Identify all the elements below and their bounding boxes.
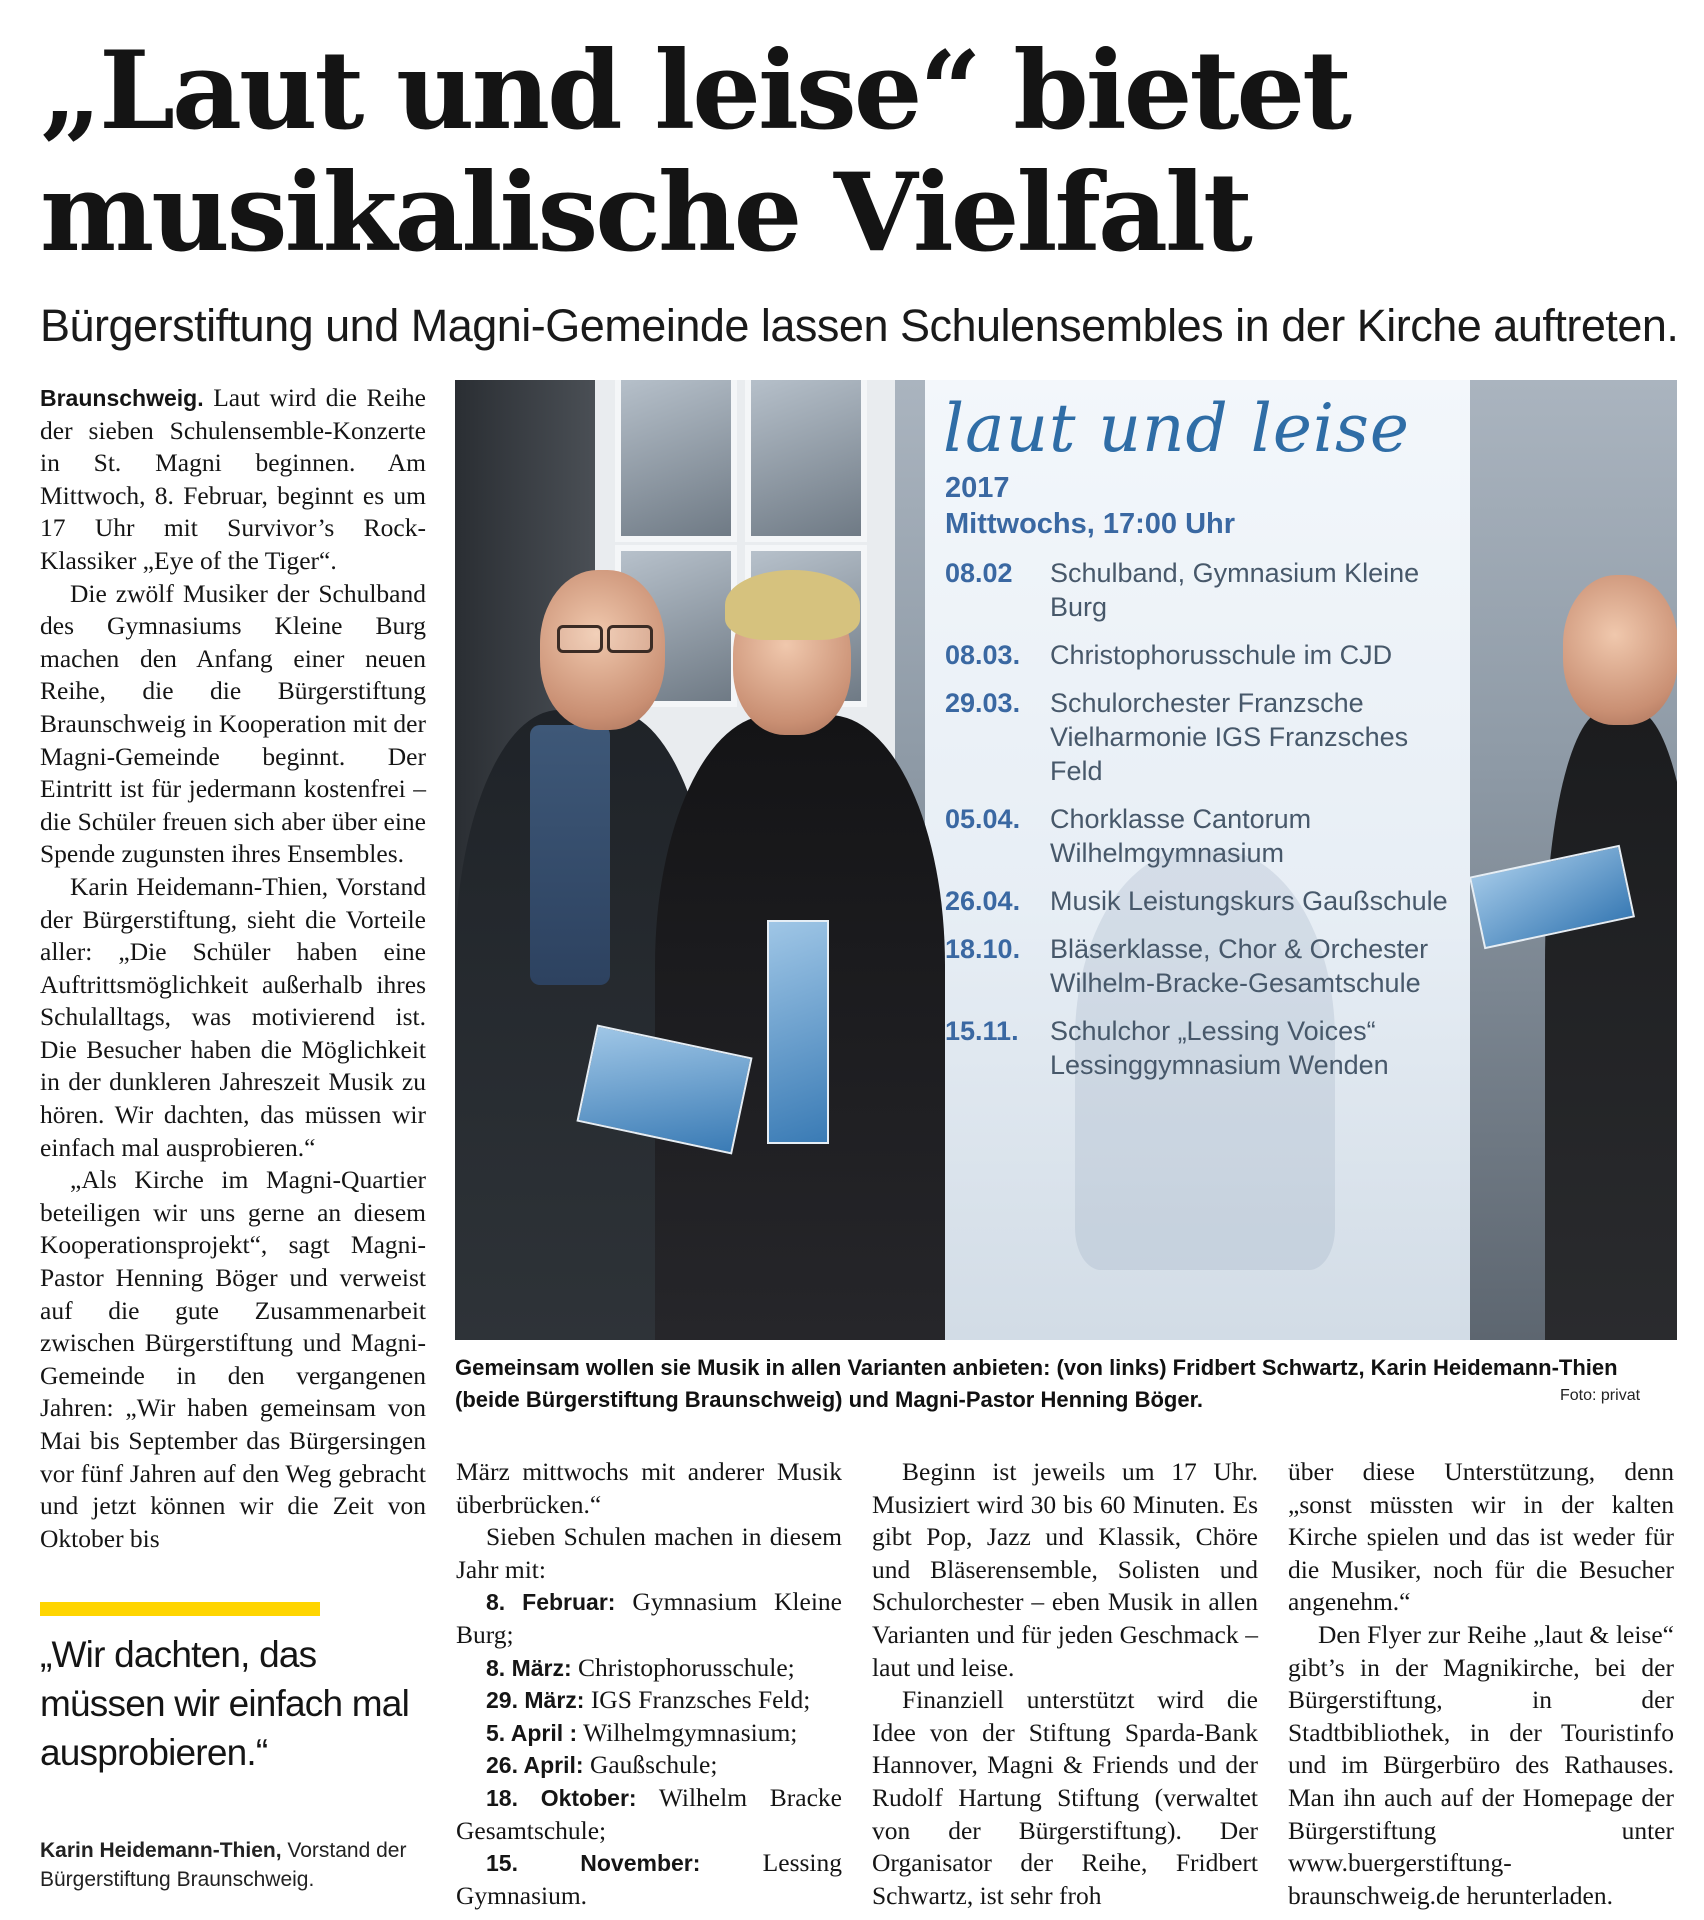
banner-entry: 08.03. Christophorusschule im CJD bbox=[945, 640, 1393, 670]
banner-schedule bbox=[945, 556, 1465, 1096]
pullquote-accent-bar bbox=[40, 1602, 320, 1616]
article-column-4 bbox=[1288, 1456, 1674, 1912]
banner-entry: 05.04. Chorklasse Cantorum Wilhelmgymnasium bbox=[945, 804, 1312, 868]
pullquote: „Wir dachten, das müssen wir einfach mal ausprobieren.“ bbox=[40, 1634, 409, 1773]
schedule-item: 18. Oktober: Wilhelm Bracke Gesamtschule; bbox=[456, 1782, 842, 1845]
event-banner bbox=[925, 380, 1470, 1340]
article-paragraph: Finanziell unterstützt wird die Idee von der Stiftung Sparda-Bank Hannover, Magni & Friends und der Rudolf Hartung Stiftung (verwaltet von der Bürgerstiftung). Der Organisator der Reihe, Fridbert Schwartz, ist sehr froh bbox=[872, 1685, 1258, 1910]
dateline: Braunschweig. bbox=[40, 385, 204, 411]
article-column-3 bbox=[872, 1456, 1258, 1912]
schedule-item: 29. März: IGS Franzsches Feld; bbox=[486, 1685, 811, 1715]
article-column-2 bbox=[456, 1456, 842, 1912]
banner-entry: 18.10. Bläserklasse, Chor & Orchester Wilhelm-Bracke-Gesamtschule bbox=[945, 934, 1429, 998]
schedule-item: 8. März: Christophorusschule; bbox=[486, 1652, 795, 1682]
article-paragraph: Beginn ist jeweils um 17 Uhr. Musiziert wird 30 bis 60 Minuten. Es gibt Pop, Jazz und Klassik, Chöre und Bläserensemble, Solisten und Schulorchester – eben Musik in allen Varianten und für jeden Geschmack – laut und leise. bbox=[872, 1457, 1258, 1682]
banner-entry: 08.02 Schulband, Gymnasium Kleine Burg bbox=[945, 558, 1420, 622]
banner-time: Mittwochs, 17:00 Uhr bbox=[945, 508, 1236, 540]
headline-line-1: „Laut und leise“ bietet bbox=[40, 28, 1349, 154]
schedule-item: 5. April : Wilhelmgymnasium; bbox=[486, 1717, 798, 1747]
article-paragraph: „Als Kirche im Magni-Quartier beteiligen wir uns gerne an diesem Kooperationsprojekt“, sagt Magni-Pastor Henning Böger und verweist auf die gute Zusammenarbeit zwischen Bürgerstiftung und Magni-Gemeinde in den vergangenen Jahren: „Wir haben gemeinsam von Mai bis September das Bürgersingen vor fünf Jahren auf den Weg gebracht und jetzt können wir die Zeit von Oktober bis bbox=[40, 1165, 426, 1553]
article-photo bbox=[455, 380, 1677, 1340]
headline bbox=[40, 30, 1680, 274]
article-paragraph: über diese Unterstützung, denn „sonst müssten wir in der kalten Kirche spielen und das ist weder für die Musiker, noch für die Besucher angenehm.“ bbox=[1288, 1457, 1674, 1617]
banner-title: laut und leise bbox=[943, 390, 1410, 467]
article-paragraph: Den Flyer zur Reihe „laut & leise“ gibt’s in der Magnikirche, bei der Bürgerstiftung, in der Stadtbibliothek, in der Touristinfo und im Bürgerbüro des Rathauses. Man ihn auch auf der Homepage der Bürgerstiftung unter www.buergerstiftung-braunschweig.de herunterladen. bbox=[1288, 1619, 1674, 1910]
article-paragraph: Karin Heidemann-Thien, Vorstand der Bürgerstiftung, sieht die Vorteile aller: „Die Schüler haben eine Auftrittsmöglichkeit außerhalb ihres Schulalltags, was motivierend ist. Die Besucher haben die Möglichkeit in der dunkleren Jahreszeit Musik zu hören. Wir dachten, das müssen wir einfach mal ausprobieren.“ bbox=[40, 871, 426, 1162]
photo-credit: Foto: privat bbox=[1560, 1387, 1641, 1404]
schedule-item: 8. Februar: Gymnasium Kleine Burg; bbox=[456, 1587, 842, 1649]
subheadline: Bürgerstiftung und Magni-Gemeinde lassen Schulensembles in der Kirche auftreten. bbox=[40, 300, 1679, 351]
schedule-item: 15. November: Lessing Gymnasium. bbox=[456, 1848, 842, 1910]
banner-entry: 26.04. Musik Leistungskurs Gaußschule bbox=[945, 886, 1448, 916]
article-paragraph: Sieben Schulen machen in diesem Jahr mit: bbox=[456, 1522, 842, 1584]
schedule-item: 26. April: Gaußschule; bbox=[486, 1750, 718, 1780]
pullquote-attribution: Karin Heidemann-Thien, Vorstand der Bürgerstiftung Braunschweig. bbox=[40, 1839, 407, 1891]
article-paragraph: Braunschweig. Laut wird die Reihe der sieben Schulensemble-Konzerte in St. Magni beginnen. Am Mittwoch, 8. Februar, beginnt es um 17 Uhr mit Survivor’s Rock-Klassiker „Eye of the Tiger“. bbox=[40, 383, 427, 575]
article-paragraph: Die zwölf Musiker der Schulband des Gymnasiums Kleine Burg machen den Anfang einer neuen Reihe, die die Bürgerstiftung Braunschweig in Kooperation mit der Magni-Gemeinde beginnt. Der Eintritt ist für jedermann kostenfrei – die Schüler freuen sich aber über eine Spende zugunsten ihres Ensembles. bbox=[40, 578, 426, 869]
article-column-1 bbox=[40, 382, 426, 1555]
photo-caption: Gemeinsam wollen sie Musik in allen Varianten anbieten: (von links) Fridbert Schwartz, Karin Heidemann-Thien (beide Bürgerstiftung Braunschweig) und Magni-Pastor Henning Böger. bbox=[455, 1355, 1618, 1412]
banner-entry: 15.11. Schulchor „Lessing Voices“ Lessinggymnasium Wenden bbox=[945, 1016, 1389, 1080]
headline-line-2: musikalische Vielfalt bbox=[40, 150, 1250, 276]
article-paragraph: März mittwochs mit anderer Musik überbrücken.“ bbox=[456, 1457, 842, 1519]
banner-entry: 29.03. Schulorchester Franzsche Vielharmonie IGS Franzsches Feld bbox=[945, 688, 1409, 786]
banner-year: 2017 bbox=[945, 472, 1010, 504]
